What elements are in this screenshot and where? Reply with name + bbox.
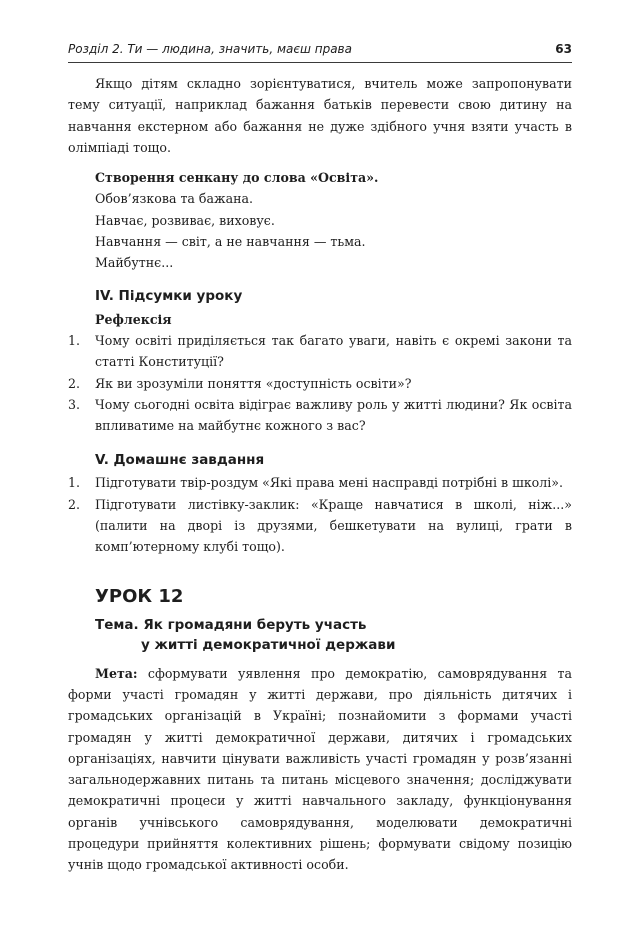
reflection-heading: Рефлексія — [95, 311, 172, 327]
list-item — [68, 373, 572, 394]
item-number: 1. — [68, 332, 81, 348]
lesson-theme — [68, 615, 572, 655]
sinkan-line: Майбутнє... — [95, 255, 174, 271]
intro-paragraph: Якщо дітям складно зорієнтуватися, вчитель може запропонувати тему ситуації, наприклад бажання батьків перевести свою дитину на навчання екстерном або бажання не дуже здібного учня взяти участь в олімпіаді тощо. — [68, 76, 572, 155]
sinkan-line: Навчання — світ, а не навчання — тьма. — [95, 234, 366, 250]
running-header — [68, 40, 572, 63]
list-item — [68, 330, 572, 373]
lesson-goal — [68, 663, 572, 876]
section-heading-summary: IV. Підсумки уроку — [95, 287, 243, 304]
item-number: 1. — [68, 475, 81, 491]
page — [68, 40, 572, 876]
section-heading-homework: V. Домашнє завдання — [95, 452, 265, 469]
item-number: 2. — [68, 375, 81, 391]
theme-line-1: Тема. Як громадяни беруть участь — [95, 616, 367, 633]
lesson-title: УРОК 12 — [95, 585, 184, 607]
item-text: Як ви зрозуміли поняття «доступність освіти»? — [95, 375, 412, 391]
reflection-list — [68, 330, 572, 436]
sinkan-line: Навчає, розвиває, виховує. — [95, 212, 275, 228]
goal-text: сформувати уявлення про демократію, самоврядування та форми участі громадян у житті держави, про діяльність дитячих і громадських організацій в Україні; познайомити з формами участі громадян у житті демократичної держави, дитячих і громадських організаціях, навчити цінувати важливість участі громадян у розв’язанні загальнодержавних питань та питань місцевого значення; досліджувати демократичні процеси у житті навчального закладу, функціонування органів учнівського самоврядування, моделювати демократичні процедури прийняття колективних рішень; формувати свідому позицію учнів щодо громадської активності особи. — [68, 665, 572, 873]
sinkan-heading: Створення сенкану до слова «Освіта». — [95, 170, 379, 186]
header-title: Розділ 2. Ти — людина, значить, маєш права — [68, 42, 352, 56]
homework-list — [68, 472, 572, 557]
item-text: Підготувати твір-роздум «Які права мені насправді потрібні в школі». — [95, 475, 564, 491]
item-number: 3. — [68, 396, 81, 412]
item-number: 2. — [68, 496, 81, 512]
sinkan-line: Обов’язкова та бажана. — [95, 191, 254, 207]
list-item — [68, 394, 572, 437]
item-text: Чому сьогодні освіта відіграє важливу роль у житті людини? Як освіта впливатиме на майбутнє кожного з вас? — [95, 396, 572, 434]
item-text: Чому освіті приділяється так багато уваги, навіть є окремі закони та статті Конституції? — [95, 332, 572, 370]
page-number: 63 — [555, 42, 572, 56]
theme-line-2: у житті демократичної держави — [141, 636, 396, 653]
list-item — [68, 472, 572, 493]
list-item — [68, 494, 572, 558]
goal-label: Мета: — [95, 665, 138, 681]
item-text: Підготувати листівку-заклик: «Краще навчатися в школі, ніж...» (палити на дворі із друзями, бешкетувати на вулиці, грати в комп’ютерному клубі тощо). — [95, 496, 572, 555]
